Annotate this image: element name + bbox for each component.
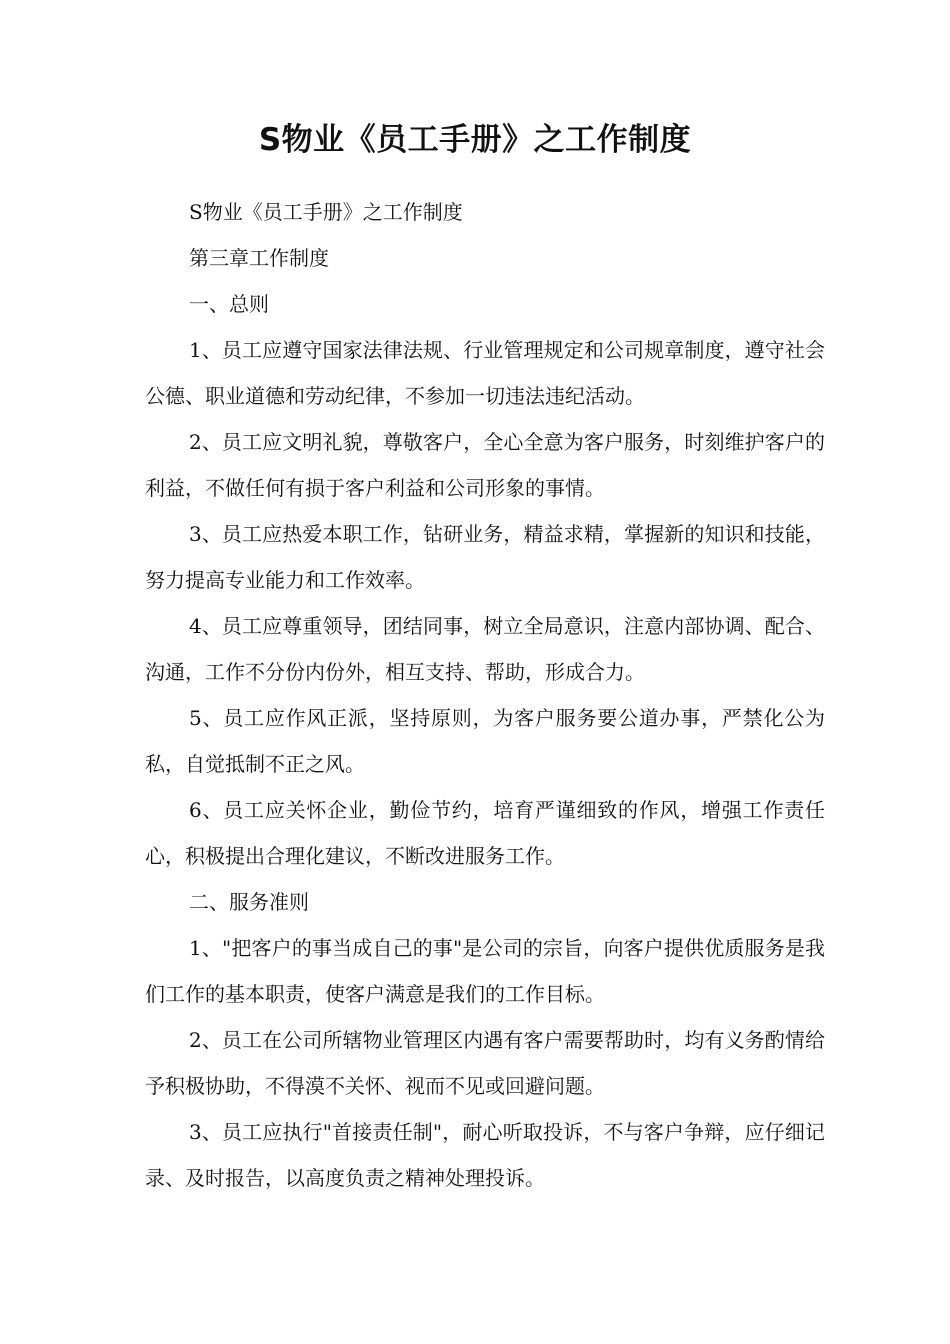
document-body — [145, 189, 825, 1201]
paragraph-general-2: 2、员工应文明礼貌，尊敬客户，全心全意为客户服务，时刻维护客户的利益，不做任何有损于客户利益和公司形象的事情。 — [145, 430, 825, 500]
paragraph-section-service: 二、服务准则 — [189, 890, 309, 914]
paragraph-general-5: 5、员工应作风正派，坚持原则，为客户服务要公道办事，严禁化公为私，自觉抵制不正之风。 — [145, 706, 825, 776]
paragraph-chapter-heading: 第三章工作制度 — [189, 246, 329, 270]
paragraph-section-general: 一、总则 — [189, 292, 269, 316]
paragraph-service-1: 1、"把客户的事当成自己的事"是公司的宗旨，向客户提供优质服务是我们工作的基本职责，使客户满意是我们的工作目标。 — [145, 936, 825, 1006]
paragraph-service-2: 2、员工在公司所辖物业管理区内遇有客户需要帮助时，均有义务酌情给予积极协助，不得漠不关怀、视而不见或回避问题。 — [145, 1028, 825, 1098]
paragraph-subtitle: S物业《员工手册》之工作制度 — [189, 200, 463, 224]
document-title: S物业《员工手册》之工作制度 — [258, 122, 692, 158]
paragraph-service-3: 3、员工应执行"首接责任制"，耐心听取投诉，不与客户争辩，应仔细记录、及时报告，以高度负责之精神处理投诉。 — [145, 1120, 825, 1190]
paragraph-general-3: 3、员工应热爱本职工作，钻研业务，精益求精，掌握新的知识和技能，努力提高专业能力和工作效率。 — [145, 522, 825, 592]
paragraph-general-6: 6、员工应关怀企业，勤俭节约，培育严谨细致的作风，增强工作责任心，积极提出合理化建议，不断改进服务工作。 — [145, 798, 825, 868]
paragraph-general-4: 4、员工应尊重领导，团结同事，树立全局意识，注意内部协调、配合、沟通，工作不分份内份外，相互支持、帮助，形成合力。 — [145, 614, 825, 684]
paragraph-general-1: 1、员工应遵守国家法律法规、行业管理规定和公司规章制度，遵守社会公德、职业道德和劳动纪律，不参加一切违法违纪活动。 — [145, 338, 825, 408]
